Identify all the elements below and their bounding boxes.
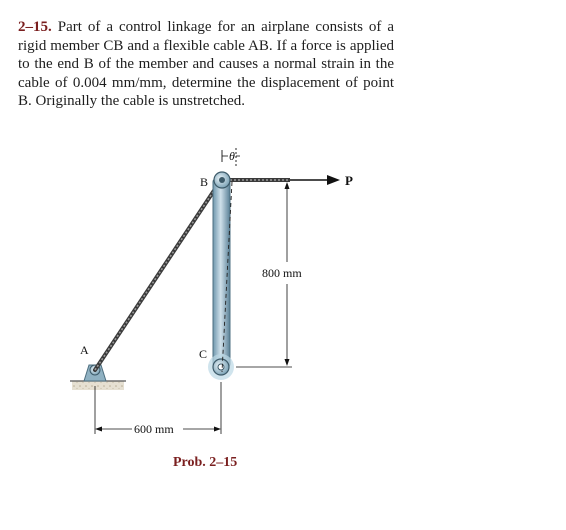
label-C: C bbox=[199, 347, 208, 361]
problem-text: Part of a control linkage for an airplane consists of a rigid member CB and a flexible cable AB. If a force is applied to the end B of the member and causes a normal strain in the cable of 0.004 mm/mm, determine the displacement of point B. Originally the cable is unstretched. bbox=[18, 19, 394, 109]
theta-dimension bbox=[222, 148, 240, 166]
ground-support-A bbox=[70, 381, 126, 390]
problem-number: 2–15. bbox=[18, 19, 52, 35]
cable-AB bbox=[95, 180, 221, 370]
label-P: P bbox=[345, 173, 353, 188]
pin-B bbox=[214, 172, 230, 188]
dimension-600mm bbox=[95, 382, 221, 436]
pin-C bbox=[208, 354, 234, 380]
label-800mm: 800 mm bbox=[262, 266, 302, 280]
label-600mm: 600 mm bbox=[134, 422, 174, 436]
dimension-800mm bbox=[236, 180, 302, 367]
figure-caption: Prob. 2–15 bbox=[173, 455, 238, 470]
label-B: B bbox=[200, 175, 209, 189]
label-theta: θ bbox=[229, 149, 235, 163]
label-A: A bbox=[80, 343, 89, 357]
